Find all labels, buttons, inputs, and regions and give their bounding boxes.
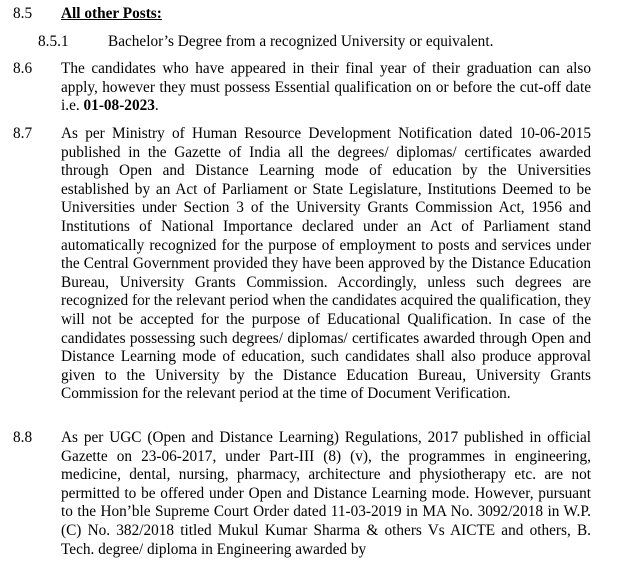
section-8-7-number: 8.7 xyxy=(13,125,33,142)
section-8-5-number: 8.5 xyxy=(13,5,33,22)
section-8-6-number: 8.6 xyxy=(13,60,33,77)
section-8-5-heading: All other Posts: xyxy=(61,5,162,22)
section-8-8-number: 8.8 xyxy=(13,429,33,446)
section-8-6-body: The candidates who have appeared in their final year of their graduation can also apply, however they must possess Essential qualification on or before the cut-off date i.e. xyxy=(61,60,591,115)
section-8-5-1-number: 8.5.1 xyxy=(38,33,69,50)
section-8-6-end: . xyxy=(154,97,159,115)
section-8-5-1-text: Bachelor’s Degree from a recognized University or equivalent. xyxy=(108,33,494,50)
section-8-8-text: As per UGC (Open and Distance Learning) Regulations, 2017 published in official Gazette on 23-06-2017, under Part-III (8) (v), the programmes in engineering, medicine, dental, nursing, pharmacy, architecture and physiotherapy etc. are not permitted to be offered under Open and Distance Learning mode. However, pursuant to the Hon’ble Supreme Court Order dated 11-03-2019 in MA No. 3092/2018 in W.P. (C) No. 382/2018 titled Mukul Kumar Sharma & others Vs AICTE and others, B. Tech. degree/ diploma in Engineering awarded by xyxy=(61,429,591,558)
section-8-6-text xyxy=(61,60,591,116)
section-8-7-text: As per Ministry of Human Resource Development Notification dated 10-06-2015 published in the Gazette of India all the degrees/ diplomas/ certificates awarded through Open and Distance Learning mode of education by the Universities established by an Act of Parliament or State Legislature, Institutions Deemed to be Universities under Section 3 of the University Grants Commission Act, 1956 and Institutions of National Importance declared under an Act of Parliament stand automatically recognized for the purpose of employment to posts and services under the Central Government provided they have been approved by the Distance Education Bureau, University Grants Commission. Accordingly, unless such degrees are recognized for the relevant period when the candidates acquired the qualification, they will not be accepted for the purpose of Educational Qualification. In case of the candidates possessing such degrees/ diplomas/ certificates awarded through Open and Distance Learning mode of education, such candidates shall also produce approval given to the University by the Distance Education Bureau, University Grants Commission for the relevant period at the time of Document Verification. xyxy=(61,125,591,403)
cutoff-date: 01-08-2023 xyxy=(83,97,155,115)
